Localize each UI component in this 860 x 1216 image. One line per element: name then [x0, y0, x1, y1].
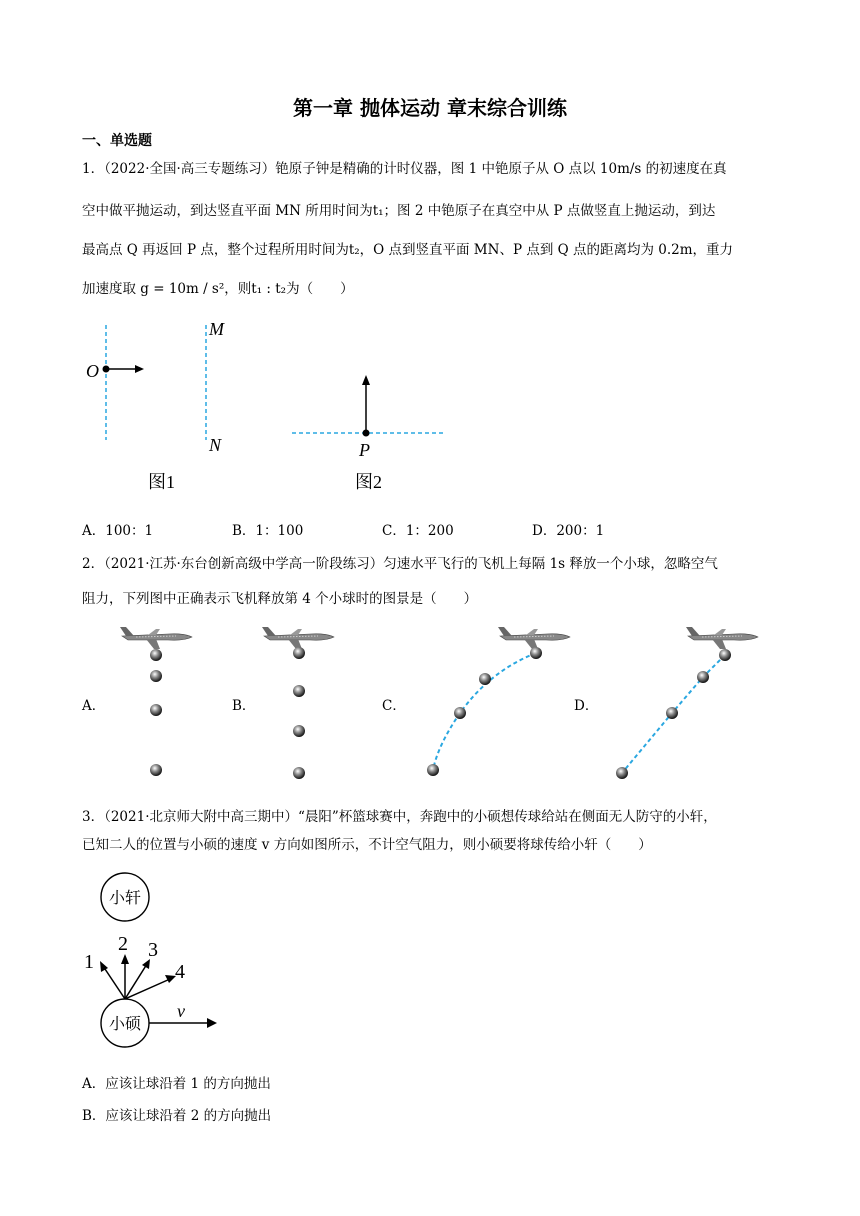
q3-line1: 3．（2021·北京师大附中高三期中）“晨阳”杯篮球赛中，奔跑中的小硕想传球给站在侧面无人防守的小轩，	[82, 809, 717, 825]
plane-b-icon	[262, 627, 334, 649]
q2-line2: 阻力，下列图中正确表示飞机释放第 4 个小球时的图景是（ ）	[82, 591, 478, 607]
q1-figures	[80, 315, 460, 495]
velocity-label: v	[177, 1001, 185, 1021]
fig2-label-p: P	[359, 440, 370, 460]
fig2-arrow-head	[362, 375, 370, 385]
ball-icon	[150, 704, 162, 716]
ball-icon	[293, 685, 305, 697]
q1-option-c: C．1：200	[382, 523, 454, 539]
q1-line3: 最高点 Q 再返回 P 点，整个过程所用时间为t₂，O 点到竖直平面 MN、P 点到 Q 点的距离均为 0.2m，重力	[82, 242, 734, 258]
ball-icon	[479, 673, 491, 685]
ball-icon	[666, 707, 678, 719]
q2-line1: 2．（2021·江苏·东台创新高级中学高一阶段练习）匀速水平飞行的飞机上每隔 1s 释放一个小球，忽略空气	[82, 556, 718, 572]
q2-label-b: B．	[232, 698, 256, 714]
xiaoxuan-label: 小轩	[108, 890, 142, 907]
q1-option-a: A．100：1	[82, 523, 154, 539]
ball-icon	[697, 671, 709, 683]
q1-line1: 1．（2022·全国·高三专题练习）铯原子钟是精确的计时仪器，图 1 中铯原子从 O 点以 10m/s 的初速度在真	[82, 161, 727, 177]
label-3: 3	[148, 939, 158, 961]
fig1-label-o: O	[86, 361, 99, 381]
q1-option-b: B．1：100	[232, 523, 304, 539]
ball-icon	[150, 670, 162, 682]
ball-icon	[293, 725, 305, 737]
q2-label-a: A．	[82, 698, 106, 714]
plane-c-icon	[498, 627, 570, 649]
section-heading: 一、单选题	[82, 133, 152, 149]
q2-label-d: D．	[574, 698, 599, 714]
q3-option-b: B．应该让球沿着 2 的方向抛出	[82, 1108, 272, 1124]
label-2: 2	[118, 933, 128, 955]
plane-d-icon	[686, 627, 758, 649]
ball-icon	[427, 764, 439, 776]
velocity-arrow-head	[207, 1018, 217, 1028]
plane-a-icon	[120, 627, 192, 649]
fig1-arrow-head	[135, 365, 144, 373]
ball-icon	[150, 649, 162, 661]
xiaoshuo-label: 小硕	[108, 1016, 142, 1033]
q3-figure	[75, 868, 235, 1068]
q2-label-c: C．	[382, 698, 406, 714]
fig1-label-n: N	[209, 435, 222, 455]
fig2-caption: 图2	[355, 472, 382, 492]
label-4: 4	[175, 961, 185, 983]
ball-icon	[719, 649, 731, 661]
q1-line4: 加速度取 g = 10m / s²，则t₁ : t₂为（ ）	[82, 281, 354, 297]
q1-option-d: D．200：1	[532, 523, 605, 539]
q2-figures	[0, 615, 860, 790]
q1-line2: 空中做平抛运动，到达竖直平面 MN 所用时间为t₁；图 2 中铯原子在真空中从 P 点做竖直上抛运动，到达	[82, 203, 716, 219]
q3-line2: 已知二人的位置与小硕的速度 v 方向如图所示，不计空气阻力，则小硕要将球传给小轩（ ）	[82, 837, 652, 853]
ball-icon	[293, 767, 305, 779]
fig1-caption: 图1	[148, 472, 175, 492]
fig1-label-m: M	[209, 319, 224, 339]
page-title: 第一章 抛体运动 章末综合训练	[293, 96, 567, 120]
direction-1-arrow	[103, 966, 125, 999]
ball-icon	[616, 767, 628, 779]
ball-icon	[454, 707, 466, 719]
ball-icon	[150, 764, 162, 776]
ball-icon	[293, 647, 305, 659]
trajectory-c-curve	[433, 653, 536, 770]
ball-icon	[530, 647, 542, 659]
label-1: 1	[84, 951, 94, 973]
q3-option-a: A．应该让球沿着 1 的方向抛出	[82, 1076, 271, 1092]
